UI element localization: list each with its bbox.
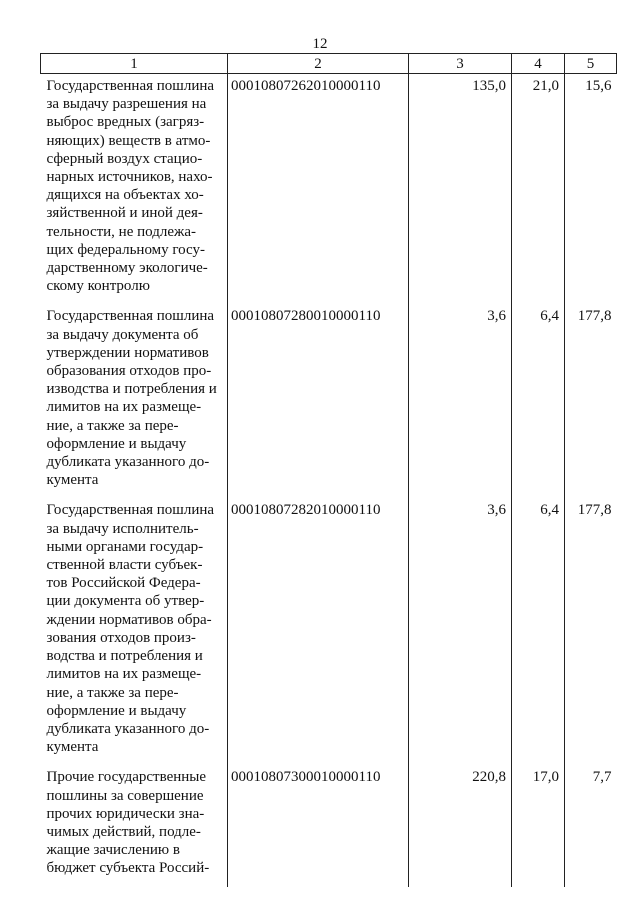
column-header: 3 [409,54,512,74]
column-header: 1 [41,54,228,74]
description-line: лимитов на их размеще- [46,666,202,683]
row-description [41,74,228,305]
row-description [41,765,228,886]
description-line: прочих юридически зна- [46,805,205,822]
table-row [41,304,617,498]
description-line: изводства и потребления и [46,381,217,398]
column-header: 2 [228,54,409,74]
description-line: пошлины за совершение [46,787,204,804]
table-row [41,498,617,765]
budget-table [40,53,617,887]
row-code: 00010807280010000110 [228,304,409,498]
description-line: дарственному экологиче- [46,260,208,277]
row-value-col3: 220,8 [409,765,512,886]
description-line: чимых действий, подле- [46,823,201,840]
description-line: Прочие государственные [46,769,207,786]
description-line: жащие зачислению в [46,842,180,859]
description-line: выброс вредных (загряз- [46,114,205,131]
description-line: дубликата указанного до- [46,454,210,471]
row-code: 00010807262010000110 [228,74,409,305]
description-line: ственной власти субъек- [46,557,203,574]
row-value-col4: 21,0 [512,74,565,305]
description-line: оформление и выдачу [46,702,187,719]
table-row [41,74,617,305]
description-line: ждении нормативов обра- [46,611,212,628]
description-line: лимитов на их размеще- [46,399,202,416]
page-number: 12 [312,36,328,52]
description-line: няющих) веществ в атмо- [46,132,211,149]
description-line: кумента [46,472,99,489]
table-body [41,74,617,887]
table-row [41,765,617,886]
row-value-col5: 15,6 [565,74,617,305]
row-value-col3: 3,6 [409,498,512,765]
description-line: тельности, не подлежа- [46,223,197,240]
description-line: за выдачу разрешения на [46,96,207,113]
row-description [41,498,228,765]
row-value-col5: 177,8 [565,304,617,498]
description-line: ние, а также за пере- [46,417,179,434]
description-line: зяйственной и иной дея- [46,205,203,222]
description-line: за выдачу исполнитель- [46,520,199,537]
description-line: утверждении нормативов [46,344,209,361]
description-line: Государственная пошлина [46,308,215,325]
description-line: сферный воздух стацио- [46,150,203,167]
description-line: кумента [46,739,99,756]
description-line: за выдачу документа об [46,326,199,343]
column-header: 4 [512,54,565,74]
description-line: оформление и выдачу [46,435,187,452]
row-code: 00010807282010000110 [228,498,409,765]
description-line: Государственная пошлина [46,502,215,519]
description-line: ными органами государ- [46,538,204,555]
description-line: ние, а также за пере- [46,684,179,701]
row-value-col3: 3,6 [409,304,512,498]
row-value-col4: 6,4 [512,304,565,498]
description-line: ции документа об утвер- [46,593,205,610]
row-description [41,304,228,498]
row-code: 00010807300010000110 [228,765,409,886]
table-header-row [41,54,617,74]
description-line: водства и потребления и [46,648,203,665]
description-line: щих федеральному госу- [46,241,206,258]
description-line: тов Российской Федера- [46,575,201,592]
description-line: дящихся на объектах хо- [46,187,204,204]
column-header: 5 [565,54,617,74]
description-line: бюджет субъекта Россий- [46,860,210,877]
row-value-col3: 135,0 [409,74,512,305]
description-line: Государственная пошлина [46,78,215,94]
row-value-col4: 17,0 [512,765,565,886]
description-line: нарных источников, нахо- [46,169,213,186]
row-value-col4: 6,4 [512,498,565,765]
row-value-col5: 7,7 [565,765,617,886]
row-value-col5: 177,8 [565,498,617,765]
description-line: скому контролю [46,278,150,295]
description-line: зования отходов произ- [46,629,196,646]
description-line: дубликата указанного до- [46,720,210,737]
description-line: образования отходов про- [46,363,212,380]
